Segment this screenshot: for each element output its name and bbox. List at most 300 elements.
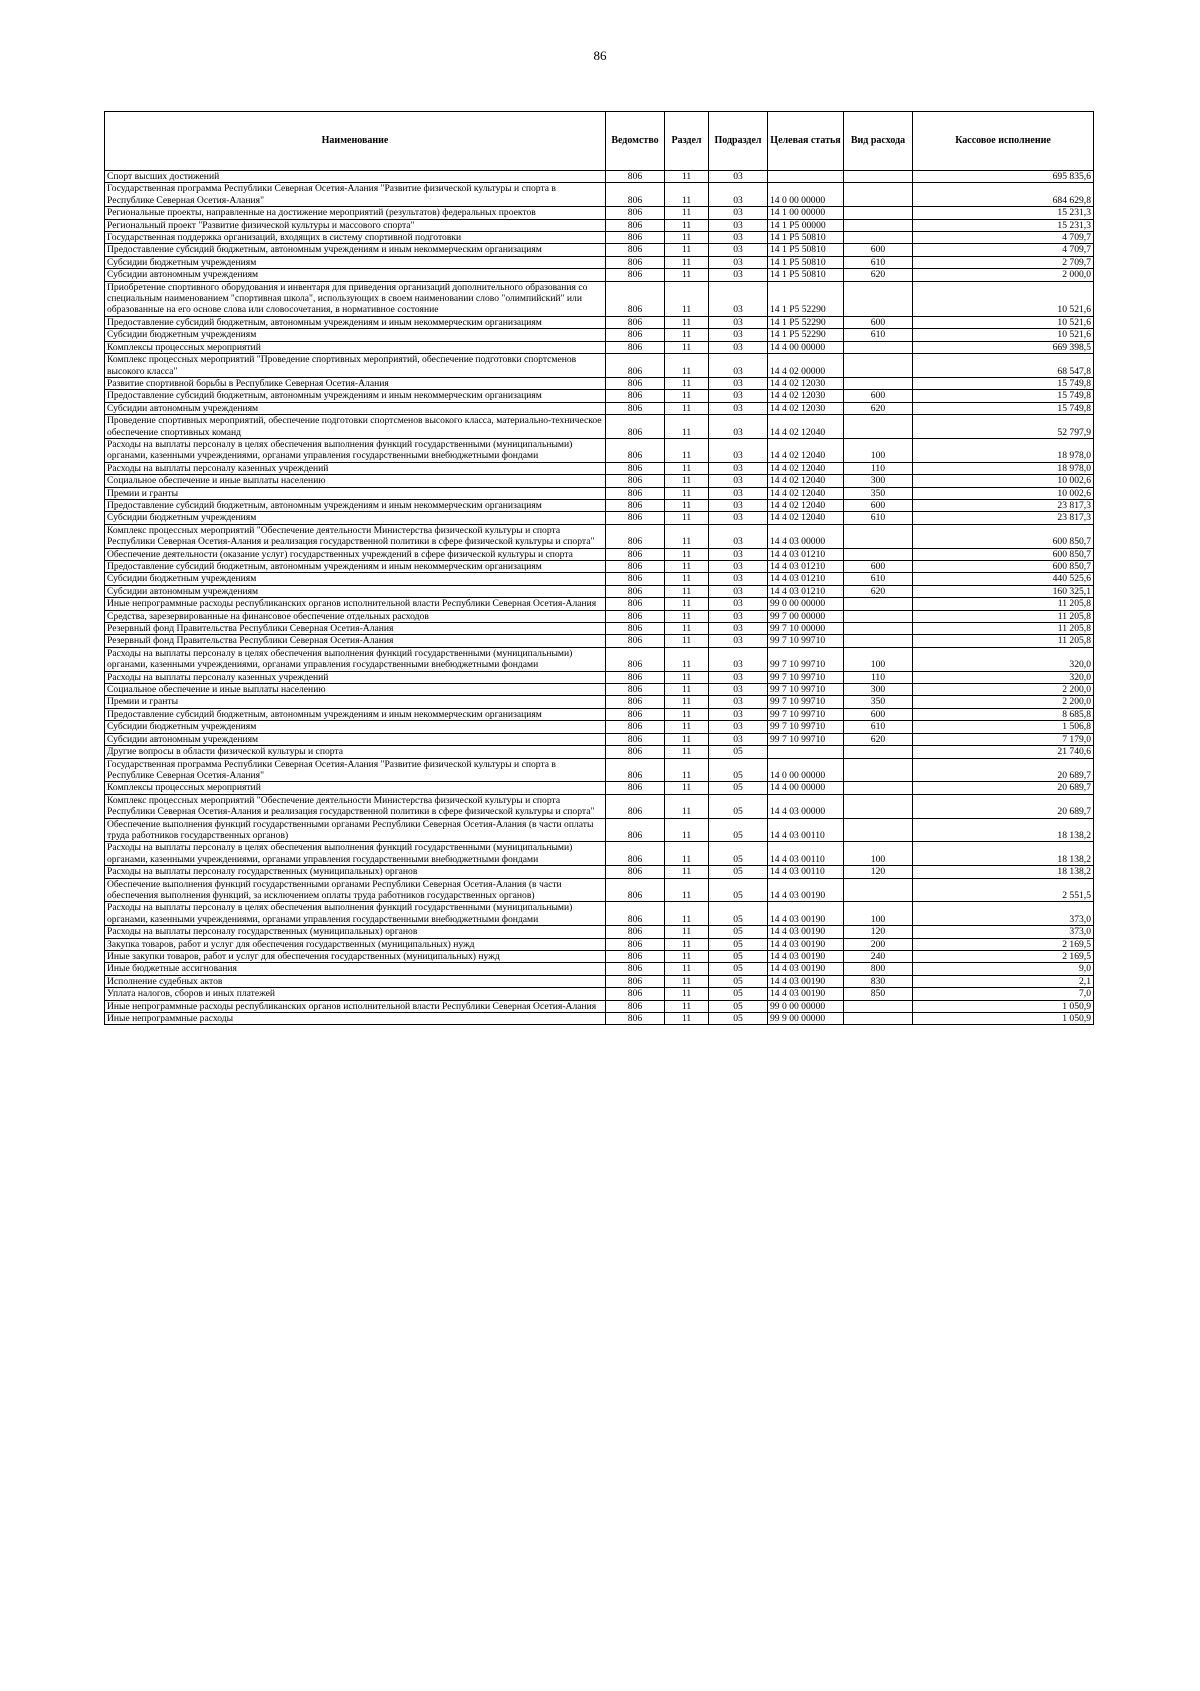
row-expense-type xyxy=(844,219,913,231)
row-expense-type: 610 xyxy=(844,721,913,733)
row-expense-type xyxy=(844,1000,913,1012)
row-name: Государственная программа Республики Северная Осетия-Алания "Развитие физической культуры и спорта в Республике Северная Осетия-Алания" xyxy=(105,183,606,207)
row-section: 11 xyxy=(665,902,709,926)
row-section: 11 xyxy=(665,708,709,720)
row-department: 806 xyxy=(606,390,665,402)
row-amount: 11 205,8 xyxy=(913,623,1094,635)
row-name: Предоставление субсидий бюджетным, автономным учреждениям и иным некоммерческим организациям xyxy=(105,244,606,256)
table-row xyxy=(105,487,1094,499)
row-subsection: 03 xyxy=(709,462,768,474)
row-name: Комплексы процессных мероприятий xyxy=(105,341,606,353)
row-expense-type: 120 xyxy=(844,926,913,938)
row-department: 806 xyxy=(606,696,665,708)
row-section: 11 xyxy=(665,316,709,328)
row-expense-type: 350 xyxy=(844,696,913,708)
row-name: Расходы на выплаты персоналу в целях обеспечения выполнения функций государственными (муниципальными) органами, казенными учреждениями, органами управления государственными внебюджетными фондами xyxy=(105,842,606,866)
row-department: 806 xyxy=(606,782,665,794)
table-row xyxy=(105,462,1094,474)
row-name: Субсидии бюджетным учреждениям xyxy=(105,721,606,733)
row-name: Резервный фонд Правительства Республики Северная Осетия-Алания xyxy=(105,635,606,647)
row-section: 11 xyxy=(665,487,709,499)
row-expense-type xyxy=(844,341,913,353)
row-section: 11 xyxy=(665,219,709,231)
row-subsection: 03 xyxy=(709,708,768,720)
table-row xyxy=(105,733,1094,745)
row-target-article: 14 1 P5 50810 xyxy=(768,256,844,268)
row-expense-type: 100 xyxy=(844,842,913,866)
row-section: 11 xyxy=(665,794,709,818)
row-target-article: 14 4 03 00190 xyxy=(768,963,844,975)
row-subsection: 03 xyxy=(709,256,768,268)
table-row xyxy=(105,782,1094,794)
row-name: Предоставление субсидий бюджетным, автономным учреждениям и иным некоммерческим организациям xyxy=(105,708,606,720)
row-department: 806 xyxy=(606,1000,665,1012)
row-expense-type xyxy=(844,171,913,183)
row-amount: 23 817,3 xyxy=(913,512,1094,524)
row-section: 11 xyxy=(665,377,709,389)
row-department: 806 xyxy=(606,610,665,622)
row-subsection: 03 xyxy=(709,390,768,402)
row-name: Иные непрограммные расходы xyxy=(105,1013,606,1025)
row-name: Средства, зарезервированные на финансовое обеспечение отдельных расходов xyxy=(105,610,606,622)
row-subsection: 03 xyxy=(709,475,768,487)
row-section: 11 xyxy=(665,341,709,353)
table-row xyxy=(105,623,1094,635)
table-row xyxy=(105,390,1094,402)
row-subsection: 03 xyxy=(709,684,768,696)
row-subsection: 03 xyxy=(709,487,768,499)
row-department: 806 xyxy=(606,671,665,683)
row-expense-type: 600 xyxy=(844,561,913,573)
row-department: 806 xyxy=(606,183,665,207)
row-department: 806 xyxy=(606,708,665,720)
row-amount: 373,0 xyxy=(913,926,1094,938)
row-department: 806 xyxy=(606,269,665,281)
row-name: Иные бюджетные ассигнования xyxy=(105,963,606,975)
row-target-article: 14 4 02 12040 xyxy=(768,499,844,511)
table-row xyxy=(105,758,1094,782)
row-section: 11 xyxy=(665,232,709,244)
row-amount: 373,0 xyxy=(913,902,1094,926)
row-department: 806 xyxy=(606,573,665,585)
row-section: 11 xyxy=(665,171,709,183)
row-target-article: 14 0 00 00000 xyxy=(768,183,844,207)
header-expense-type: Вид расхода xyxy=(844,112,913,171)
row-amount: 10 521,6 xyxy=(913,329,1094,341)
row-expense-type xyxy=(844,524,913,548)
row-expense-type: 850 xyxy=(844,988,913,1000)
row-section: 11 xyxy=(665,475,709,487)
row-subsection: 03 xyxy=(709,610,768,622)
table-row xyxy=(105,377,1094,389)
row-target-article: 14 4 02 12040 xyxy=(768,438,844,462)
row-target-article: 14 4 03 00190 xyxy=(768,902,844,926)
row-target-article: 99 7 10 00000 xyxy=(768,623,844,635)
table-row xyxy=(105,842,1094,866)
row-section: 11 xyxy=(665,647,709,671)
table-row xyxy=(105,585,1094,597)
table-row xyxy=(105,671,1094,683)
table-row xyxy=(105,561,1094,573)
row-target-article: 99 0 00 00000 xyxy=(768,598,844,610)
row-amount: 4 709,7 xyxy=(913,232,1094,244)
row-target-article: 14 4 00 00000 xyxy=(768,782,844,794)
row-amount: 18 138,2 xyxy=(913,842,1094,866)
row-subsection: 03 xyxy=(709,207,768,219)
row-name: Субсидии автономным учреждениям xyxy=(105,733,606,745)
table-header-row xyxy=(105,112,1094,171)
row-expense-type: 610 xyxy=(844,256,913,268)
row-section: 11 xyxy=(665,866,709,878)
row-amount: 68 547,8 xyxy=(913,354,1094,378)
row-expense-type xyxy=(844,878,913,902)
row-department: 806 xyxy=(606,219,665,231)
row-amount: 18 978,0 xyxy=(913,462,1094,474)
row-target-article: 99 9 00 00000 xyxy=(768,1013,844,1025)
row-section: 11 xyxy=(665,207,709,219)
row-section: 11 xyxy=(665,524,709,548)
row-subsection: 03 xyxy=(709,281,768,316)
row-section: 11 xyxy=(665,610,709,622)
table-row xyxy=(105,183,1094,207)
row-amount: 20 689,7 xyxy=(913,794,1094,818)
row-subsection: 03 xyxy=(709,635,768,647)
row-target-article: 14 4 03 00190 xyxy=(768,878,844,902)
row-expense-type: 620 xyxy=(844,402,913,414)
row-expense-type: 620 xyxy=(844,585,913,597)
table-row xyxy=(105,232,1094,244)
row-department: 806 xyxy=(606,462,665,474)
table-row xyxy=(105,878,1094,902)
table-row xyxy=(105,635,1094,647)
table-row xyxy=(105,610,1094,622)
row-amount: 600 850,7 xyxy=(913,524,1094,548)
row-section: 11 xyxy=(665,926,709,938)
table-row xyxy=(105,988,1094,1000)
row-section: 11 xyxy=(665,1013,709,1025)
row-section: 11 xyxy=(665,818,709,842)
row-section: 11 xyxy=(665,438,709,462)
row-section: 11 xyxy=(665,462,709,474)
row-target-article: 14 4 03 00110 xyxy=(768,842,844,866)
row-department: 806 xyxy=(606,866,665,878)
row-expense-type xyxy=(844,758,913,782)
row-target-article: 14 4 03 01210 xyxy=(768,573,844,585)
row-name: Расходы на выплаты персоналу в целях обеспечения выполнения функций государственными (муниципальными) органами, казенными учреждениями, органами управления государственными внебюджетными фондами xyxy=(105,438,606,462)
row-section: 11 xyxy=(665,975,709,987)
row-department: 806 xyxy=(606,938,665,950)
row-subsection: 03 xyxy=(709,561,768,573)
row-amount: 23 817,3 xyxy=(913,499,1094,511)
row-expense-type xyxy=(844,281,913,316)
row-target-article: 14 4 02 12040 xyxy=(768,512,844,524)
row-section: 11 xyxy=(665,329,709,341)
row-subsection: 05 xyxy=(709,1013,768,1025)
row-expense-type xyxy=(844,183,913,207)
row-amount: 2 000,0 xyxy=(913,269,1094,281)
row-amount: 320,0 xyxy=(913,647,1094,671)
table-row xyxy=(105,1000,1094,1012)
row-subsection: 05 xyxy=(709,938,768,950)
row-name: Субсидии бюджетным учреждениям xyxy=(105,329,606,341)
row-name: Социальное обеспечение и иные выплаты населению xyxy=(105,684,606,696)
row-amount: 11 205,8 xyxy=(913,598,1094,610)
row-expense-type: 200 xyxy=(844,938,913,950)
row-subsection: 03 xyxy=(709,402,768,414)
table-row xyxy=(105,1013,1094,1025)
row-name: Резервный фонд Правительства Республики Северная Осетия-Алания xyxy=(105,623,606,635)
row-expense-type xyxy=(844,232,913,244)
row-section: 11 xyxy=(665,573,709,585)
table-row xyxy=(105,548,1094,560)
row-subsection: 03 xyxy=(709,585,768,597)
row-subsection: 05 xyxy=(709,782,768,794)
row-expense-type: 610 xyxy=(844,329,913,341)
table-row xyxy=(105,244,1094,256)
row-amount: 15 231,3 xyxy=(913,207,1094,219)
table-row xyxy=(105,684,1094,696)
row-department: 806 xyxy=(606,684,665,696)
row-subsection: 03 xyxy=(709,598,768,610)
header-subsection: Подраздел xyxy=(709,112,768,171)
row-section: 11 xyxy=(665,988,709,1000)
row-amount: 160 325,1 xyxy=(913,585,1094,597)
row-department: 806 xyxy=(606,475,665,487)
row-subsection: 03 xyxy=(709,341,768,353)
row-department: 806 xyxy=(606,524,665,548)
row-name: Субсидии бюджетным учреждениям xyxy=(105,256,606,268)
table-row xyxy=(105,402,1094,414)
row-department: 806 xyxy=(606,623,665,635)
row-target-article: 14 4 03 00190 xyxy=(768,938,844,950)
table-row xyxy=(105,329,1094,341)
row-target-article: 14 1 P5 52290 xyxy=(768,281,844,316)
table-row xyxy=(105,866,1094,878)
row-amount: 2 709,7 xyxy=(913,256,1094,268)
row-department: 806 xyxy=(606,487,665,499)
table-row xyxy=(105,963,1094,975)
row-expense-type xyxy=(844,623,913,635)
row-amount: 2 169,5 xyxy=(913,951,1094,963)
row-expense-type: 610 xyxy=(844,512,913,524)
row-expense-type: 100 xyxy=(844,647,913,671)
row-name: Проведение спортивных мероприятий, обеспечение подготовки спортсменов высокого класса, материально-техническое обеспечение спортивных команд xyxy=(105,415,606,439)
row-amount: 18 978,0 xyxy=(913,438,1094,462)
row-name: Предоставление субсидий бюджетным, автономным учреждениям и иным некоммерческим организациям xyxy=(105,390,606,402)
row-target-article: 14 1 P5 52290 xyxy=(768,316,844,328)
budget-table xyxy=(104,111,1094,1025)
row-section: 11 xyxy=(665,842,709,866)
row-department: 806 xyxy=(606,354,665,378)
table-row xyxy=(105,902,1094,926)
row-name: Расходы на выплаты персоналу государственных (муниципальных) органов xyxy=(105,926,606,938)
row-amount: 2 169,5 xyxy=(913,938,1094,950)
row-section: 11 xyxy=(665,256,709,268)
row-subsection: 03 xyxy=(709,244,768,256)
row-section: 11 xyxy=(665,415,709,439)
row-subsection: 05 xyxy=(709,758,768,782)
row-subsection: 03 xyxy=(709,623,768,635)
row-expense-type: 600 xyxy=(844,244,913,256)
row-department: 806 xyxy=(606,548,665,560)
row-target-article: 14 1 P5 52290 xyxy=(768,329,844,341)
header-name: Наименование xyxy=(105,112,606,171)
row-name: Иные закупки товаров, работ и услуг для обеспечения государственных (муниципальных) нужд xyxy=(105,951,606,963)
row-amount: 18 138,2 xyxy=(913,866,1094,878)
row-expense-type: 240 xyxy=(844,951,913,963)
row-subsection: 03 xyxy=(709,219,768,231)
table-row xyxy=(105,696,1094,708)
row-amount: 600 850,7 xyxy=(913,548,1094,560)
row-target-article: 14 0 00 00000 xyxy=(768,758,844,782)
row-subsection: 05 xyxy=(709,818,768,842)
row-expense-type xyxy=(844,746,913,758)
row-amount: 2 200,0 xyxy=(913,696,1094,708)
row-section: 11 xyxy=(665,548,709,560)
row-name: Обеспечение выполнения функций государственными органами Республики Северная Осетия-Алания (в части обеспечения выполнения функций, за исключением оплаты труда работников государственных органов) xyxy=(105,878,606,902)
row-target-article: 99 0 00 00000 xyxy=(768,1000,844,1012)
row-department: 806 xyxy=(606,1013,665,1025)
row-subsection: 05 xyxy=(709,842,768,866)
table-row xyxy=(105,794,1094,818)
row-subsection: 05 xyxy=(709,926,768,938)
row-subsection: 03 xyxy=(709,232,768,244)
row-target-article: 14 4 02 12040 xyxy=(768,415,844,439)
table-row xyxy=(105,475,1094,487)
row-subsection: 05 xyxy=(709,746,768,758)
row-expense-type: 300 xyxy=(844,684,913,696)
row-subsection: 03 xyxy=(709,499,768,511)
table-row xyxy=(105,818,1094,842)
row-section: 11 xyxy=(665,390,709,402)
row-target-article: 99 7 10 99710 xyxy=(768,684,844,696)
row-target-article: 14 1 P5 50810 xyxy=(768,269,844,281)
row-name: Государственная программа Республики Северная Осетия-Алания "Развитие физической культуры и спорта в Республике Северная Осетия-Алания" xyxy=(105,758,606,782)
row-amount: 11 205,8 xyxy=(913,610,1094,622)
row-amount: 52 797,9 xyxy=(913,415,1094,439)
row-target-article: 14 4 02 12030 xyxy=(768,377,844,389)
row-target-article: 14 4 02 12040 xyxy=(768,462,844,474)
row-expense-type xyxy=(844,598,913,610)
row-amount: 10 002,6 xyxy=(913,475,1094,487)
row-subsection: 03 xyxy=(709,438,768,462)
row-amount: 2 200,0 xyxy=(913,684,1094,696)
table-row xyxy=(105,951,1094,963)
row-name: Региональный проект "Развитие физической культуры и массового спорта" xyxy=(105,219,606,231)
row-expense-type: 350 xyxy=(844,487,913,499)
table-row xyxy=(105,647,1094,671)
table-row xyxy=(105,746,1094,758)
row-name: Премии и гранты xyxy=(105,696,606,708)
row-target-article: 99 7 10 99710 xyxy=(768,647,844,671)
row-name: Комплекс процессных мероприятий "Обеспечение деятельности Министерства физической культуры и спорта Республики Северная Осетия-Алания и реализация государственной политики в сфере физической культуры и спорта" xyxy=(105,524,606,548)
row-name: Расходы на выплаты персоналу казенных учреждений xyxy=(105,462,606,474)
table-row xyxy=(105,207,1094,219)
row-section: 11 xyxy=(665,512,709,524)
row-expense-type: 120 xyxy=(844,866,913,878)
row-target-article: 14 4 02 12040 xyxy=(768,487,844,499)
row-name: Исполнение судебных актов xyxy=(105,975,606,987)
row-department: 806 xyxy=(606,281,665,316)
page-number: 86 xyxy=(593,48,607,63)
row-name: Предоставление субсидий бюджетным, автономным учреждениям и иным некоммерческим организациям xyxy=(105,499,606,511)
row-expense-type: 830 xyxy=(844,975,913,987)
row-name: Региональные проекты, направленные на достижение мероприятий (результатов) федеральных проектов xyxy=(105,207,606,219)
row-section: 11 xyxy=(665,183,709,207)
row-section: 11 xyxy=(665,281,709,316)
row-section: 11 xyxy=(665,499,709,511)
row-target-article: 14 4 02 00000 xyxy=(768,354,844,378)
row-department: 806 xyxy=(606,415,665,439)
row-department: 806 xyxy=(606,341,665,353)
row-expense-type xyxy=(844,548,913,560)
row-target-article: 14 1 P5 00000 xyxy=(768,219,844,231)
table-row xyxy=(105,975,1094,987)
row-amount: 669 398,5 xyxy=(913,341,1094,353)
row-amount: 7 179,0 xyxy=(913,733,1094,745)
row-expense-type: 300 xyxy=(844,475,913,487)
row-name: Расходы на выплаты персоналу государственных (муниципальных) органов xyxy=(105,866,606,878)
row-department: 806 xyxy=(606,951,665,963)
row-target-article: 14 4 03 00190 xyxy=(768,975,844,987)
row-subsection: 03 xyxy=(709,415,768,439)
row-name: Государственная поддержка организаций, входящих в систему спортивной подготовки xyxy=(105,232,606,244)
row-amount: 15 749,8 xyxy=(913,402,1094,414)
table-row xyxy=(105,721,1094,733)
row-target-article: 14 4 02 12030 xyxy=(768,402,844,414)
row-department: 806 xyxy=(606,746,665,758)
row-expense-type: 100 xyxy=(844,438,913,462)
row-name: Другие вопросы в области физической культуры и спорта xyxy=(105,746,606,758)
row-expense-type: 610 xyxy=(844,573,913,585)
row-department: 806 xyxy=(606,438,665,462)
row-department: 806 xyxy=(606,818,665,842)
row-target-article: 14 4 03 01210 xyxy=(768,585,844,597)
row-subsection: 05 xyxy=(709,1000,768,1012)
row-name: Субсидии бюджетным учреждениям xyxy=(105,512,606,524)
row-amount: 4 709,7 xyxy=(913,244,1094,256)
row-section: 11 xyxy=(665,561,709,573)
row-subsection: 05 xyxy=(709,988,768,1000)
row-expense-type: 100 xyxy=(844,902,913,926)
row-name: Предоставление субсидий бюджетным, автономным учреждениям и иным некоммерческим организациям xyxy=(105,316,606,328)
row-expense-type xyxy=(844,782,913,794)
table-row xyxy=(105,499,1094,511)
row-name: Иные непрограммные расходы республиканских органов исполнительной власти Республики Северная Осетия-Алания xyxy=(105,598,606,610)
table-row xyxy=(105,598,1094,610)
row-target-article: 14 4 03 00000 xyxy=(768,794,844,818)
row-target-article: 99 7 10 99710 xyxy=(768,721,844,733)
row-amount: 9,0 xyxy=(913,963,1094,975)
row-section: 11 xyxy=(665,354,709,378)
row-section: 11 xyxy=(665,696,709,708)
row-target-article xyxy=(768,746,844,758)
row-amount: 2,1 xyxy=(913,975,1094,987)
row-subsection: 03 xyxy=(709,377,768,389)
row-subsection: 05 xyxy=(709,975,768,987)
row-subsection: 03 xyxy=(709,171,768,183)
row-department: 806 xyxy=(606,232,665,244)
row-section: 11 xyxy=(665,733,709,745)
table-row xyxy=(105,926,1094,938)
row-amount: 320,0 xyxy=(913,671,1094,683)
row-section: 11 xyxy=(665,671,709,683)
row-target-article: 99 7 10 99710 xyxy=(768,733,844,745)
row-subsection: 05 xyxy=(709,951,768,963)
row-target-article: 14 4 03 00190 xyxy=(768,951,844,963)
row-target-article: 14 4 03 01210 xyxy=(768,548,844,560)
row-department: 806 xyxy=(606,635,665,647)
